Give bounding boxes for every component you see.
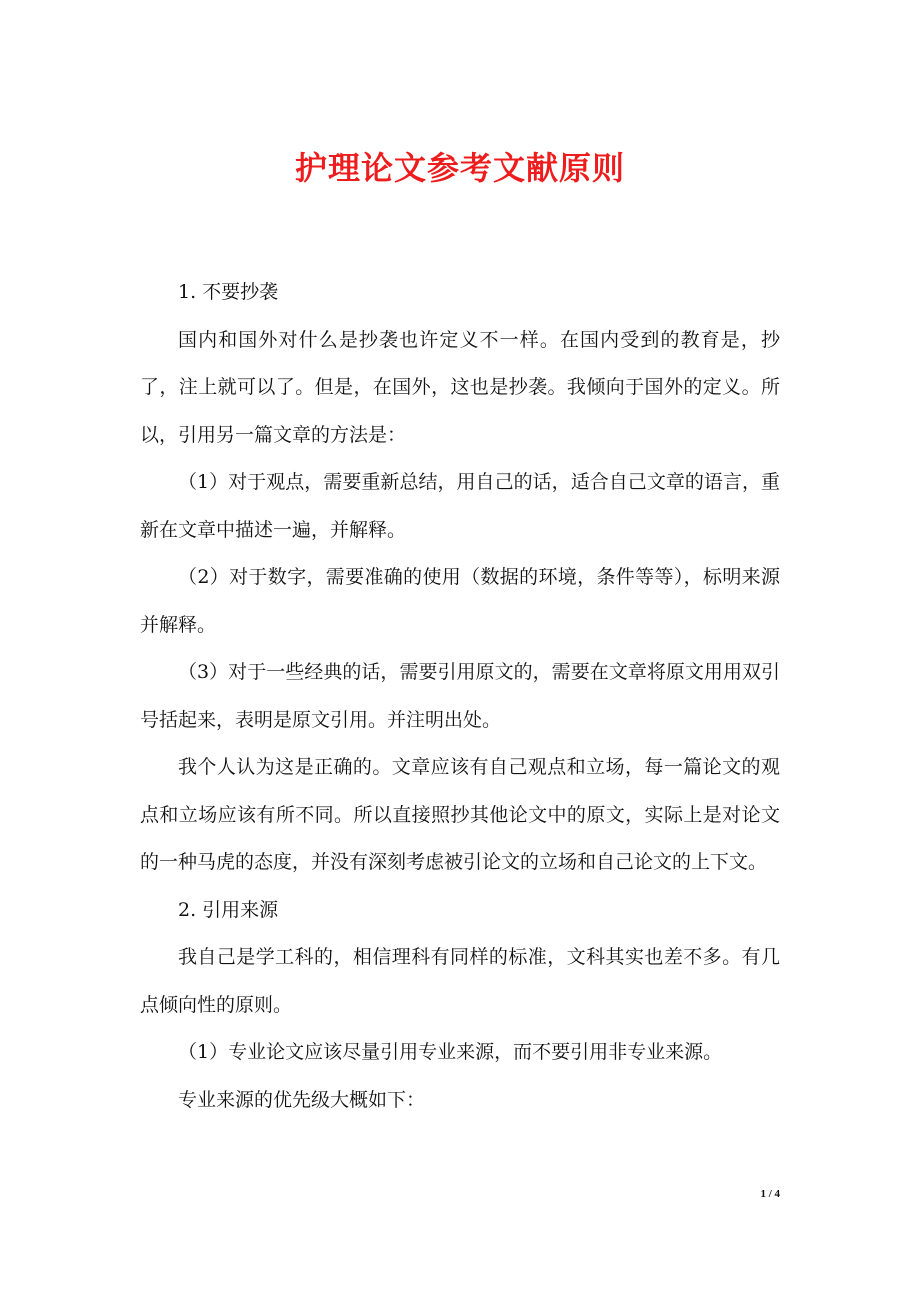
paragraph: 我个人认为这是正确的。文章应该有自己观点和立场，每一篇论文的观点和立场应该有所不同。所以直接照抄其他论文中的原文，实际上是对论文的一种马虎的态度，并没有深刻考虑被引论文的立场和自己论文的上下文。 [140,756,780,873]
heading-no-plagiarism: 1. 不要抄袭 [178,281,279,303]
paragraph: 我自己是学工科的，相信理科有同样的标准，文科其实也差不多。有几点倾向性的原则。 [140,946,780,1016]
heading-citation-sources: 2. 引用来源 [178,898,279,921]
document-body [140,269,780,1124]
paragraph: （3）对于一些经典的话，需要引用原文的，需要在文章将原文用用双引号括起来，表明是原文引用。并注明出处。 [140,661,780,731]
paragraph: 国内和国外对什么是抄袭也许定义不一样。在国内受到的教育是，抄了，注上就可以了。但是，在国外，这也是抄袭。我倾向于国外的定义。所以，引用另一篇文章的方法是： [140,328,780,446]
page-title: 护理论文参考文献原则 [294,149,625,187]
paragraph: 专业来源的优先级大概如下： [178,1088,426,1111]
paragraph: （1）专业论文应该尽量引用专业来源，而不要引用非专业来源。 [178,1041,723,1063]
paragraph: （2）对于数字，需要准确的使用（数据的环境，条件等等），标明来源并解释。 [140,566,780,636]
page-number: 1 / 4 [760,1188,780,1200]
paragraph: （1）对于观点，需要重新总结，用自己的话，适合自己文章的语言，重新在文章中描述一遍，并解释。 [140,471,780,541]
